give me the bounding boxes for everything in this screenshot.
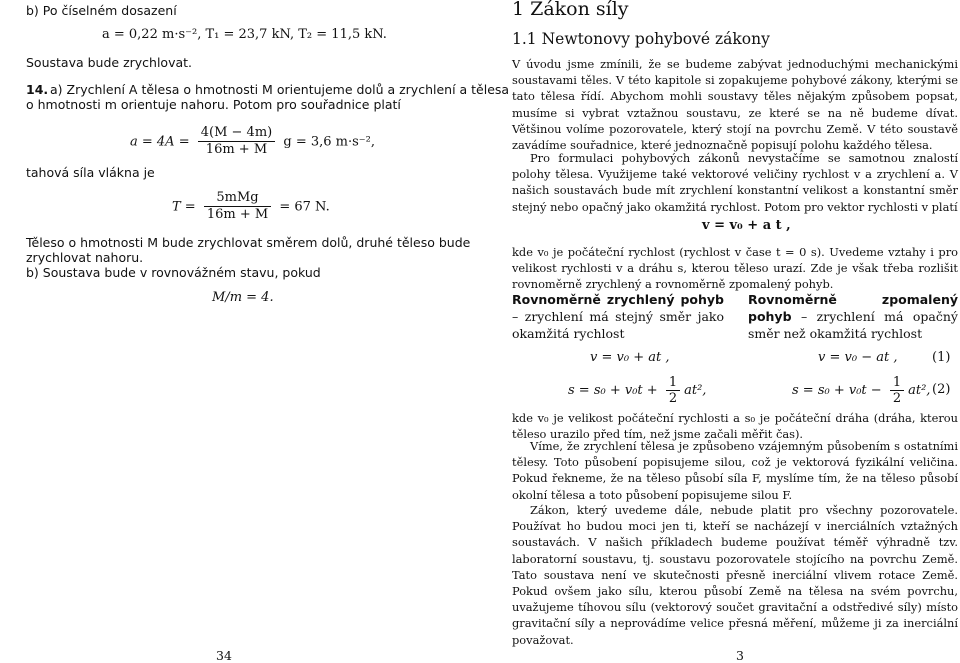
eq2-numerator: 5mMg (204, 190, 271, 207)
page-number-right: 3 (736, 648, 744, 663)
result-line1: Těleso o hmotnosti M bude zrychlovat směrem dolů, druhé těleso bude (26, 235, 471, 250)
eq1-denominator: 16m + M (205, 142, 268, 158)
chapter-title: 1 Zákon síly (512, 0, 629, 20)
problem-number: 14. (26, 82, 49, 97)
eq1-lhs: a = 4A = (130, 134, 190, 150)
paragraph-inertial-frames: Zákon, který uvedeme dále, nebude platit pro všechny pozorovatele. Používat ho budou moci jen ti, kteří se nacházejí v inerciálních vztažných soustavách. V našich příkladech budeme používat téměř výhradně tzv. laboratorní soustavu, tj. soustavu pozorovatele stojícího na povrchu Země. Tato soustava není ve skutečnosti přesně inerciální vlivem rotace Země. Pokud ovšem jako sílu, kterou působí Země na tělesa na svém povrchu, uvažujeme tíhovou sílu (vektorový součet gravitační a odstředivé síly) místo gravitační síly a neprovádíme velice přesná měření, můžeme ji za inerciální považovat. (512, 503, 958, 647)
section-title: 1.1 Newtonovy pohybové zákony (512, 30, 770, 48)
eq2-lhs: T = (172, 199, 196, 215)
page-number-left: 34 (216, 648, 232, 663)
tension-intro: tahová síla vlákna je (26, 165, 155, 180)
paragraph-motion-types: kde v₀ je počáteční rychlost (rychlost v čase t = 0 s). Uvedeme vztahy i pro velikost rychlosti v a dráhu s, kterou těleso urazí. Zde je však třeba rozlišit rovnoměrně zrychlený a rovnoměrně zpomalený pohyb. (512, 245, 958, 292)
equation-1-accelerated: v = v₀ + at , (590, 350, 670, 365)
paragraph-intro: V úvodu jsme zmínili, že se budeme zabývat jednoduchými mechanickými soustavami těles. V této kapitole si zopakujeme pohybové zákony, kterými se tato tělesa řídí. Abychom mohli soustavy těles nějakým způsobem popsat, musíme si vybrat vztažnou soustavu, ze které se na ně budeme dívat. Většinou volíme pozorovatele, který stojí na povrchu Země. V této soustavě zavádíme souřadnice, které jednoznačně popisují polohu každého tělesa. (512, 57, 958, 152)
eq2a-post: at², (684, 383, 707, 398)
eq2b-pre: s = s₀ + v₀t − (792, 383, 882, 398)
paragraph-initial-values: kde v₀ je velikost počáteční rychlosti a s₀ je počáteční dráha (dráha, kterou těleso urazilo před tím, než jsme začali měřit čas). (512, 411, 958, 442)
eq2a-half (666, 375, 680, 406)
equation-acceleration (130, 125, 375, 159)
problem-14b: b) Soustava bude v rovnovážném stavu, pokud (26, 265, 321, 280)
equation-1-decelerated: v = v₀ − at , (818, 350, 898, 365)
paragraph-vectors: Pro formulaci pohybových zákonů nevystačíme se samotnou znalostí polohy tělesa. Využijeme také vektorové veličiny rychlost v a zrychlení a. V našich soustavách bude mít zrychlení konstantní velikost a konstantní směr stejný nebo opačný jako okamžitá rychlost. Potom pro vektor rychlosti v platí (512, 151, 958, 214)
eq2b-post: at², (908, 383, 931, 398)
eq2a-pre: s = s₀ + v₀t + (568, 383, 658, 398)
eq1-fraction (198, 125, 275, 159)
eq2-rhs: = 67 N. (279, 199, 330, 215)
column-accelerated-title: Rovnoměrně zrychlený pohyb (512, 292, 724, 307)
result-line2: zrychlovat nahoru. (26, 250, 144, 265)
eq2a-half-num: 1 (666, 375, 680, 391)
equation-tension (172, 190, 330, 224)
eq2-fraction (204, 190, 271, 224)
problem-14a-line1: a) Zrychlení A tělesa o hmotnosti M orientujeme dolů a zrychlení a tělesa (50, 82, 510, 97)
eq2a-half-den: 2 (668, 391, 678, 406)
column-decelerated-title: Rovnoměrně zpomalený pohyb (748, 292, 958, 324)
equation-2-number: (2) (932, 382, 951, 397)
equation-ratio: M/m = 4. (212, 290, 274, 305)
column-accelerated (512, 291, 724, 342)
paragraph-force: Víme, že zrychlení tělesa je způsobeno vzájemným působením s ostatními tělesy. Toto působení popisujeme silou, což je vektorová fyzikální veličina. Pokud řekneme, že na těleso působí síla F, myslíme tím, že na těleso působí okolní tělesa a toto působení popisujeme silou F. (512, 439, 958, 502)
eq1-numerator: 4(M − 4m) (198, 125, 275, 142)
equation-1-number: (1) (932, 350, 951, 365)
eq2b-half (890, 375, 904, 406)
solution-b-values: a = 0,22 m·s⁻², T₁ = 23,7 kN, T₂ = 11,5 kN. (102, 27, 387, 42)
right-page (480, 0, 960, 663)
eq1-rhs: g = 3,6 m·s⁻², (283, 134, 375, 150)
problem-14a-line2: o hmotnosti m orientuje nahoru. Potom pro souřadnice platí (26, 97, 401, 112)
equation-2-accelerated (568, 375, 706, 406)
solution-b-heading: b) Po číselném dosazení (26, 3, 177, 18)
equation-2-decelerated (792, 375, 930, 406)
column-decelerated (748, 291, 958, 342)
eq2b-half-den: 2 (892, 391, 902, 406)
eq2-denominator: 16m + M (206, 207, 269, 223)
eq2b-half-num: 1 (890, 375, 904, 391)
column-decelerated-text: – zrychlení má opačný směr než okamžitá rychlost (748, 309, 958, 341)
solution-b-conclusion: Soustava bude zrychlovat. (26, 55, 193, 70)
column-accelerated-text: – zrychlení má stejný směr jako okamžitá rychlost (512, 309, 724, 341)
equation-velocity-vector: v = v₀ + a t , (702, 218, 791, 233)
